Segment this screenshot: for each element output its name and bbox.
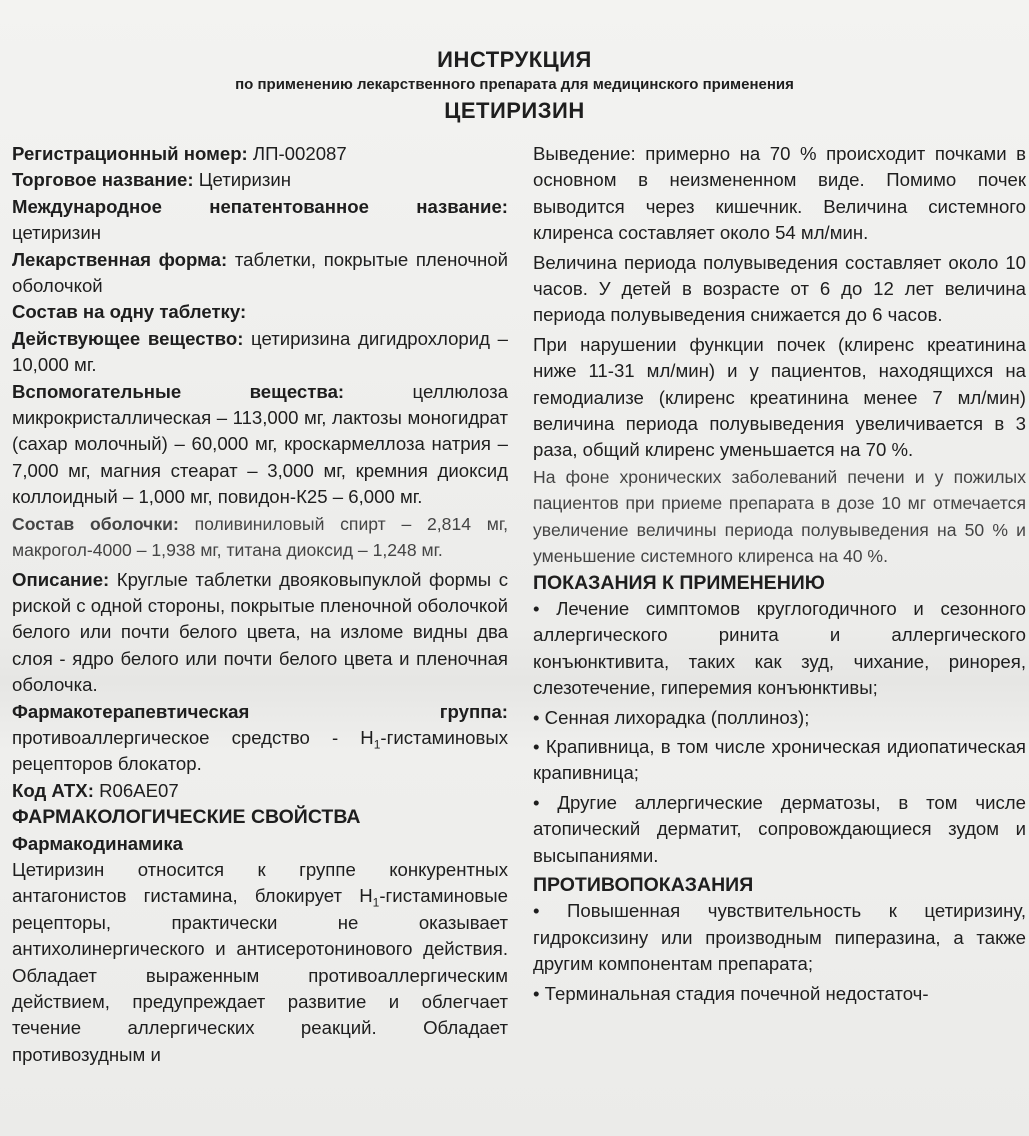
excretion-paragraph: Выведение: примерно на 70 % происходит почками в основном в неизмененном виде. Помимо почек выводится через кишечник. Величина системного клиренса составляет около 54 мл/мин.: [533, 143, 1026, 244]
indication-item: • Сенная лихорадка (поллиноз);: [533, 706, 810, 728]
pharm-group-line: [12, 699, 508, 778]
pharm-group-subscript: 1: [373, 737, 381, 752]
right-column: [533, 141, 1026, 1007]
atc-label: Код АТХ:: [12, 779, 94, 801]
excipients-line: [12, 379, 508, 511]
registration-label: Регистрационный номер:: [12, 143, 248, 164]
coating-value: поливиниловый спирт – 2,814 мг, макрогол-4000 – 1,938 мг, титана диоксид – 1,248 мг.: [12, 513, 509, 561]
excipients-label: Вспомогательные вещества:: [12, 380, 345, 402]
pharmacodynamics-label: Фармакодинамика: [12, 832, 183, 854]
active-substance-value: цетиризина дигидрохлорид – 10,000 мг.: [12, 327, 508, 376]
contraindications-heading: ПРОТИВОПОКАЗАНИЯ: [533, 873, 754, 896]
coating-line: [12, 511, 508, 564]
trade-name-value: Цетиризин: [198, 169, 292, 191]
atc-value: R06AE07: [99, 779, 179, 801]
pharmacodynamics-subscript: 1: [372, 896, 380, 911]
registration-value: ЛП-002087: [252, 143, 347, 164]
excipients-value: целлюлоза микрокристаллическая – 113,000 мг, лактозы моногидрат (сахар молочный) – 60,000 мг, кроскармеллоза натрия – 7,000 мг, магния стеарат – 3,000 мг, кремния диоксид коллоидный – 1,000 мг, повидон-К25 – 6,000 мг.: [12, 380, 508, 508]
registration-line: [12, 141, 508, 167]
description-line: [12, 567, 508, 699]
pharmacodynamics-part2: -гистаминовые рецепторы, практически не оказывает антихолинергического и антисеротонинового действия. Обладает выраженным противоаллергическим действием, предупреждает развитие и облегчает течение аллергических реакций. Обладает противозудным и: [12, 885, 508, 1065]
dosage-form-value: таблетки, покрытые пленочной оболочкой: [12, 248, 508, 297]
active-substance-line: [12, 326, 508, 379]
document-subtitle: по применению лекарственного препарата для медицинского применения: [235, 76, 794, 93]
active-substance-label: Действующее вещество:: [12, 327, 244, 349]
contraindication-item: • Повышенная чувствительность к цетиризину, гидроксизину или производным пиперазина, а также другим компонентам препарата;: [533, 900, 1026, 975]
inn-value: цетиризин: [12, 222, 101, 244]
pharm-group-label: Фармакотерапевтическая группа:: [12, 700, 508, 722]
dosage-form-label: Лекарственная форма:: [12, 248, 228, 270]
pharm-group-value-part1: противоаллергическое средство - H: [12, 726, 374, 748]
pharmacodynamics-part1: Цетиризин относится к группе конкурентных антагонистов гистамина, блокирует H: [12, 858, 508, 907]
indication-item: • Лечение симптомов круглогодичного и сезонного аллергического ринита и аллергического конъюнктивита, таких как зуд, чихание, ринорея, слезотечение, гиперемия конъюнктивы;: [533, 597, 1026, 699]
pharmacodynamics-heading: [12, 831, 508, 857]
drug-name: ЦЕТИРИЗИН: [444, 98, 585, 123]
composition-heading: [12, 299, 508, 325]
composition-label: Состав на одну таблетку:: [12, 301, 247, 323]
coating-label: Состав оболочки:: [12, 513, 179, 534]
description-value: Круглые таблетки двояковыпуклой формы с риской с одной стороны, покрытые пленочной оболочкой белого или почти белого цвета, на изломе видны два слоя - ядро белого или почти белого цвета и пленочная оболочка.: [12, 568, 508, 696]
trade-name-label: Торговое название:: [12, 169, 194, 191]
dosage-form-line: [12, 247, 508, 300]
document-title: ИНСТРУКЦИЯ: [437, 47, 592, 72]
half-life-paragraph: Величина периода полувыведения составляет около 10 часов. У детей в возрасте от 6 до 12 лет величина периода полувыведения снижается до 6 часов.: [533, 251, 1026, 326]
indication-item: • Другие аллергические дерматозы, в том числе атопический дерматит, сопровождающиеся зудом и высыпаниями.: [533, 791, 1026, 866]
pharmacodynamics-text: [12, 857, 508, 1068]
left-column: [12, 141, 508, 1068]
pharm-group-value-part2: -гистаминовых рецепторов блокатор.: [12, 726, 508, 775]
indication-item: • Крапивница, в том числе хроническая идиопатическая крапивница;: [533, 735, 1026, 784]
inn-line: [12, 194, 508, 247]
atc-line: [12, 778, 508, 804]
liver-disease-paragraph: На фоне хронических заболеваний печени и у пожилых пациентов при приеме препарата в дозе 10 мг отмечается увеличение величины периода полувыведения на 50 % и уменьшение системного клиренса на 40 %.: [533, 466, 1026, 567]
pharmacological-properties-heading: ФАРМАКОЛОГИЧЕСКИЕ СВОЙСТВА: [12, 806, 361, 829]
trade-name-line: [12, 167, 508, 193]
inn-label: Международное непатентованное название:: [12, 195, 508, 217]
description-label: Описание:: [12, 568, 110, 590]
contraindication-item: • Терминальная стадия почечной недостаточ-: [533, 982, 929, 1004]
renal-impairment-paragraph: При нарушении функции почек (клиренс креатинина ниже 11-31 мл/мин) и у пациентов, находящихся на гемодиализе (клиренс креатинина менее 7 мл/мин) величина периода полувыведения увеличивается в 3 раза, общий клиренс уменьшается на 70 %.: [533, 333, 1026, 461]
indications-heading: ПОКАЗАНИЯ К ПРИМЕНЕНИЮ: [533, 571, 825, 594]
